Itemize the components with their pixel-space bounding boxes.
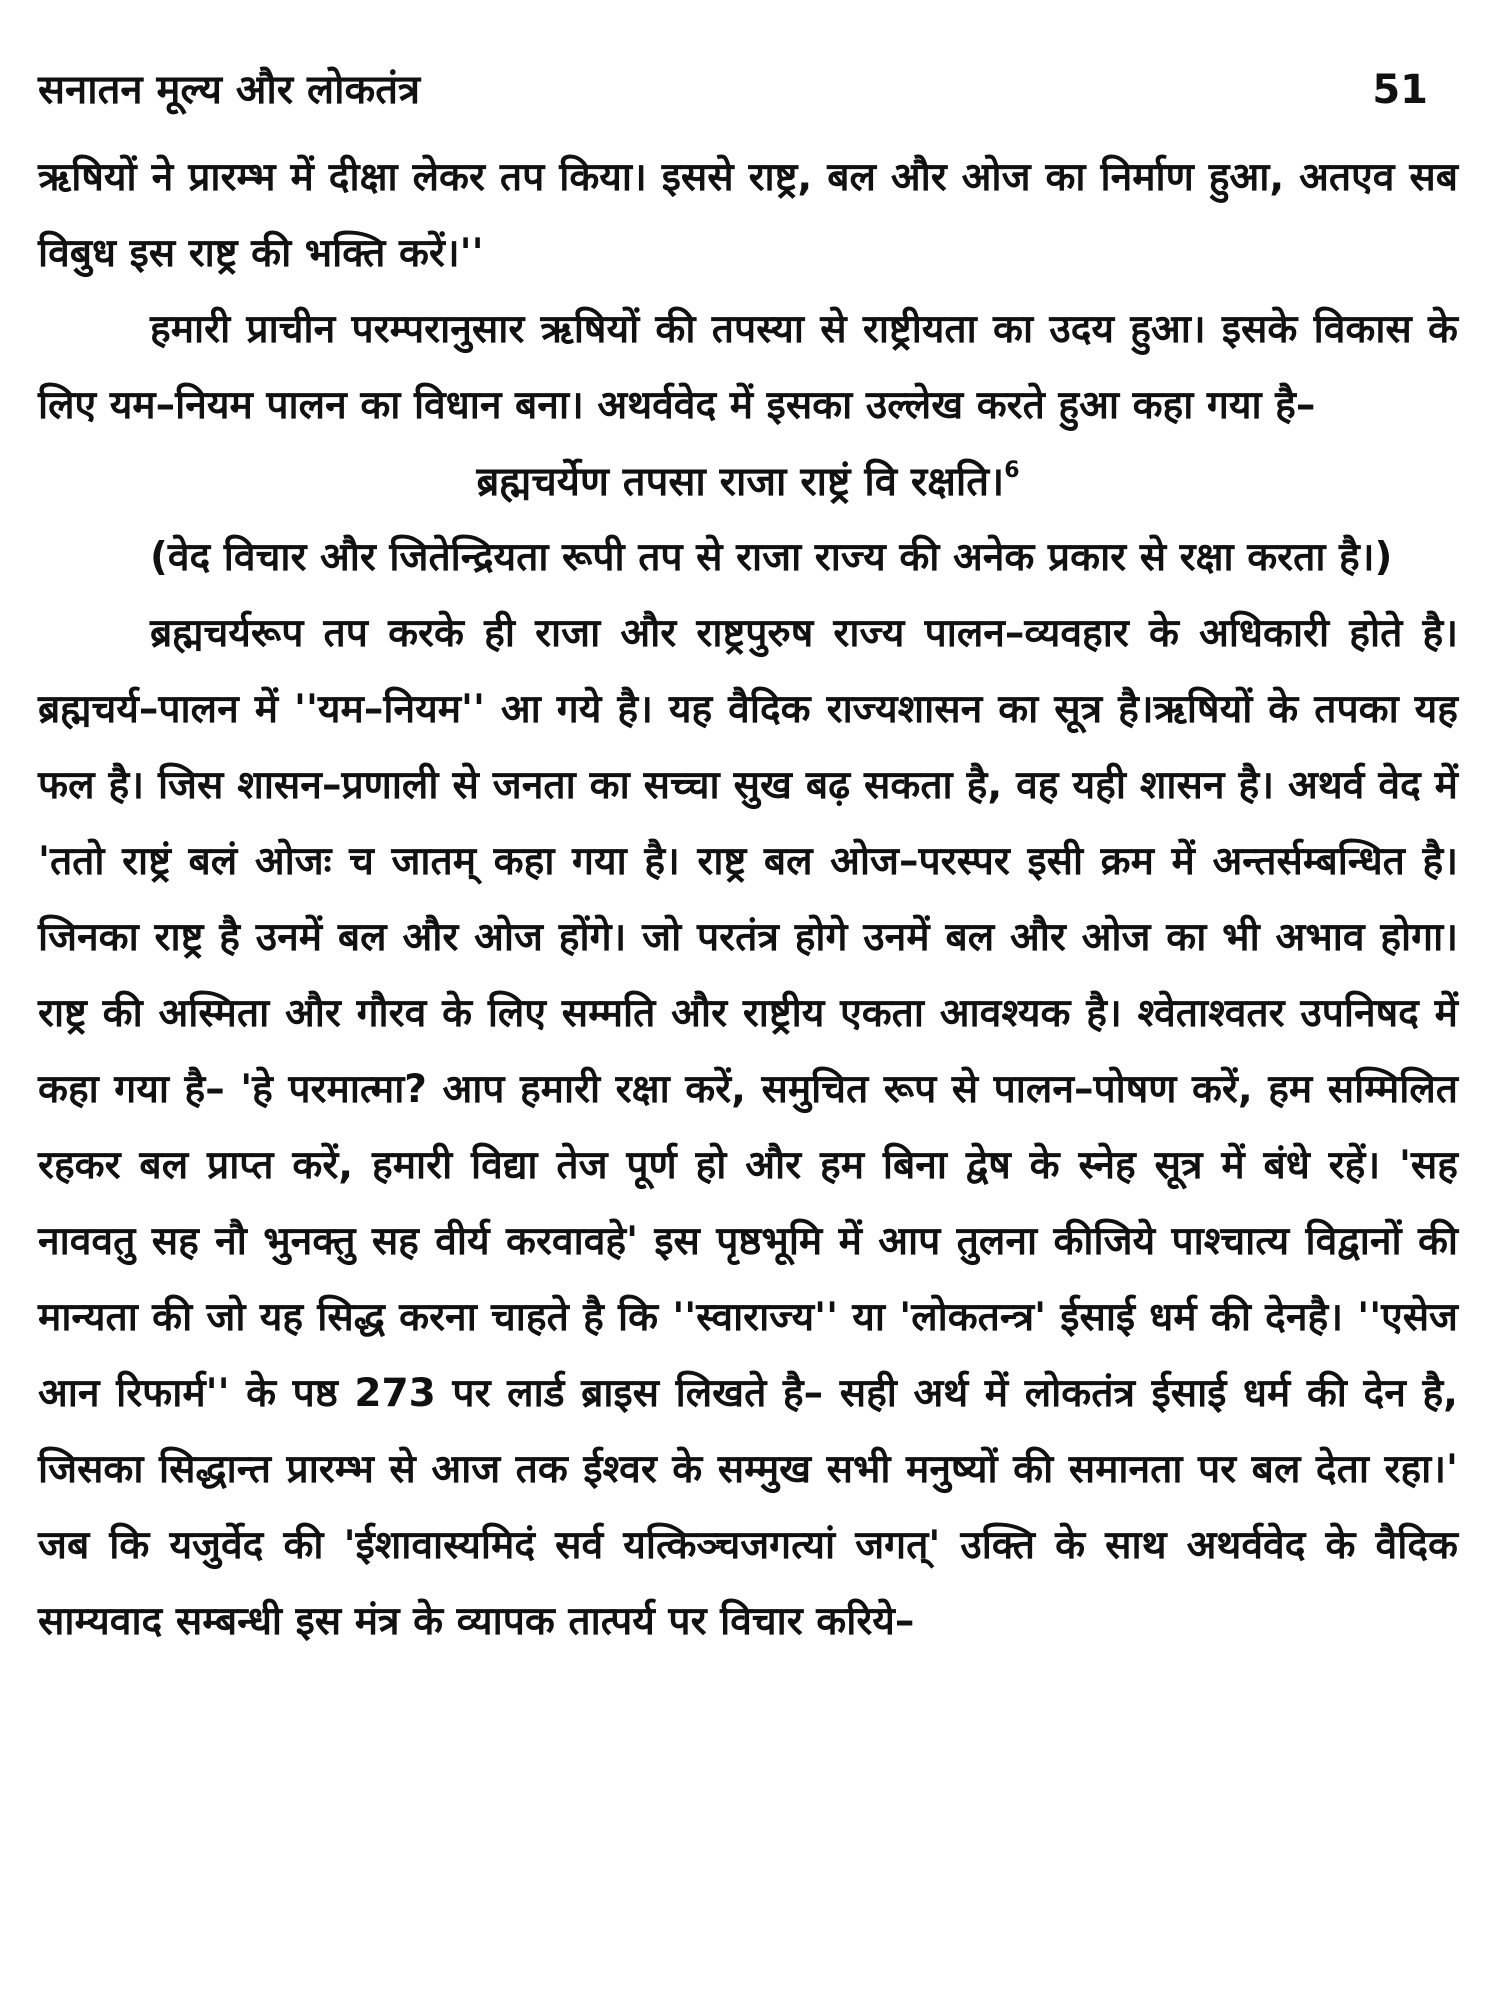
running-title: सनातन मूल्य और लोकतंत्र bbox=[38, 67, 421, 113]
paragraph-continuation: ऋषियों ने प्रारम्भ में दीक्षा लेकर तप किया। इससे राष्ट्र, बल और ओज का निर्माण हुआ, अतएव सब विबुध इस राष्ट्र की भक्ति करें।'' bbox=[38, 155, 1458, 276]
paragraph: ब्रह्मचर्यरूप तप करके ही राजा और राष्ट्रपुरुष राज्य पालन–व्यवहार के अधिकारी होते है। ब्रह्मचर्य–पालन में ''यम–नियम'' आ गये है। यह वैदिक राज्यशासन का सूत्र है।ऋषियों के तपका यह फल है। जिस शासन–प्रणाली से जनता का सच्चा सुख बढ़ सकता है, वह यही शासन है। अथर्व वेद में 'ततो राष्ट्रं बलं ओजः च जातम् कहा गया है। राष्ट्र बल ओज–परस्पर इसी क्रम में अन्तर्सम्बन्धित है। जिनका राष्ट्र है उनमें बल और ओज होंगे। जो परतंत्र होगे उनमें बल और ओज का भी अभाव होगा। राष्ट्र की अस्मिता और गौरव के लिए सम्मति और राष्ट्रीय एकता आवश्यक है। श्वेताश्वतर उपनिषद में कहा गया है– 'हे परमात्मा? आप हमारी रक्षा करें, समुचित रूप से पालन–पोषण करें, हम सम्मिलित रहकर बल प्राप्त करें, हमारी विद्या तेज पूर्ण हो और हम बिना द्वेष के स्नेह सूत्र में बंधे रहें। 'सह नाववतु सह नौ भुनक्तु सह वीर्य करवावहे' इस पृष्ठभूमि में आप तुलना कीजिये पाश्चात्य विद्वानों की मान्यता की जो यह सिद्ध करना चाहते है कि ''स्वाराज्य'' या 'लोकतन्त्र' ईसाई धर्म की देनहै। ''एसेज आन रिफार्म'' के पष्ठ 273 पर लार्ड ब्राइस लिखते है– सही अर्थ में लोकतंत्र ईसाई धर्म की देन है, जिसका सिद्धान्त प्रारम्भ से आज तक ईश्वर के सम्मुख सभी मनुष्यों की समानता पर बल देता रहा।' जब कि यजुर्वेद की 'ईशावास्यमिदं सर्व यत्किञ्चजगत्यां जगत्' उक्ति के साथ अथर्ववेद के वैदिक साम्यवाद सम्बन्धी इस मंत्र के व्यापक तात्पर्य पर विचार करिये– bbox=[38, 611, 1458, 1644]
verse-text: ब्रह्मचर्येण तपसा राजा राष्ट्रं वि रक्षति। bbox=[476, 459, 1005, 505]
book-page bbox=[38, 60, 1458, 1980]
page-number: 51 bbox=[1372, 67, 1428, 113]
verse-translation: (वेद विचार और जितेन्द्रियता रूपी तप से राजा राज्य की अनेक प्रकार से रक्षा करता है।) bbox=[150, 535, 1393, 580]
running-header bbox=[38, 60, 1458, 140]
sanskrit-verse bbox=[38, 444, 1458, 520]
body-text bbox=[38, 140, 1458, 1660]
paragraph: हमारी प्राचीन परम्परानुसार ऋषियों की तपस्या से राष्ट्रीयता का उदय हुआ। इसके विकास के लिए यम–नियम पालन का विधान बना। अथर्ववेद में इसका उल्लेख करते हुआ कहा गया है– bbox=[38, 307, 1458, 428]
footnote-marker: 6 bbox=[1004, 458, 1020, 483]
